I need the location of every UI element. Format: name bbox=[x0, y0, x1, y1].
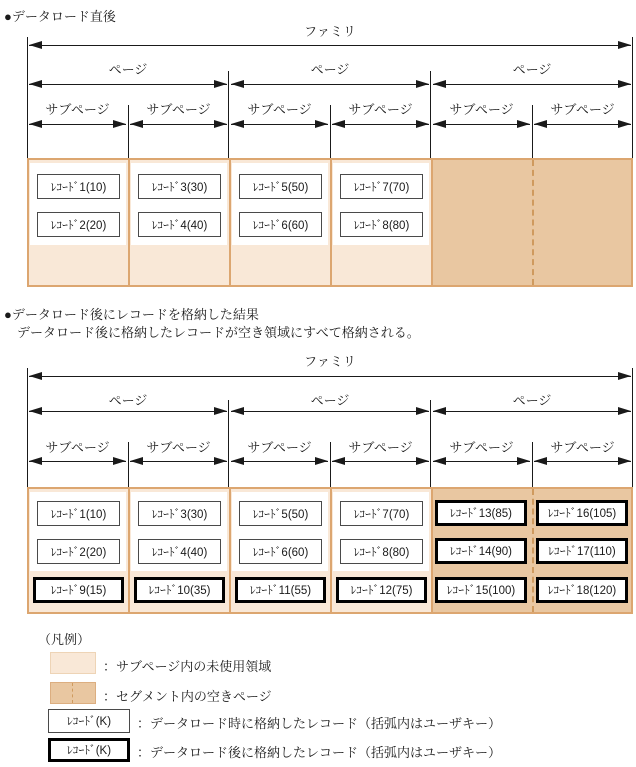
subpage-label: サブページ bbox=[45, 440, 110, 455]
diagram2-subtitle: データロード後に格納したレコードが空き領域にすべて格納される。 bbox=[17, 325, 420, 340]
subpage-arrow bbox=[433, 461, 530, 462]
subpage-separator bbox=[330, 442, 331, 487]
record-box-thick: ﾚｺｰﾄﾞ14(90) bbox=[435, 538, 527, 564]
record-box: ﾚｺｰﾄﾞ5(50) bbox=[239, 501, 322, 526]
page-label: ページ bbox=[512, 62, 552, 77]
legend-swatch-free-page bbox=[50, 682, 96, 704]
record-box-thick: ﾚｺｰﾄﾞ17(110) bbox=[536, 538, 628, 564]
family-end-bar-left bbox=[27, 368, 28, 487]
column-separator bbox=[229, 489, 231, 612]
legend-record-thick: ﾚｺｰﾄﾞ(K) bbox=[48, 738, 130, 762]
subpage-arrow bbox=[130, 461, 227, 462]
record-box: ﾚｺｰﾄﾞ2(20) bbox=[37, 212, 120, 237]
column-separator bbox=[229, 160, 231, 285]
page-label: ページ bbox=[310, 62, 350, 77]
page-arrow bbox=[29, 411, 227, 412]
subpage-label: サブページ bbox=[449, 102, 514, 117]
record-box: ﾚｺｰﾄﾞ6(60) bbox=[239, 212, 322, 237]
page-label: ページ bbox=[108, 393, 148, 408]
subpage-separator bbox=[128, 105, 129, 158]
record-box: ﾚｺｰﾄﾞ6(60) bbox=[239, 539, 322, 564]
record-box-thick: ﾚｺｰﾄﾞ13(85) bbox=[435, 500, 527, 526]
subpage-label: サブページ bbox=[247, 102, 312, 117]
page-arrow bbox=[433, 84, 631, 85]
legend-heading: （凡例） bbox=[38, 632, 91, 647]
record-box: ﾚｺｰﾄﾞ4(40) bbox=[138, 539, 221, 564]
page-label: ページ bbox=[310, 393, 350, 408]
subpage-label: サブページ bbox=[146, 440, 211, 455]
subpage-separator bbox=[330, 105, 331, 158]
column-separator bbox=[431, 489, 433, 612]
legend-swatch-unused bbox=[50, 652, 96, 674]
subpage-arrow bbox=[130, 124, 227, 125]
subpage-label: サブページ bbox=[146, 102, 211, 117]
subpage-arrow bbox=[231, 461, 328, 462]
record-box: ﾚｺｰﾄﾞ4(40) bbox=[138, 212, 221, 237]
column-separator-dashed bbox=[532, 160, 534, 285]
record-box-thick: ﾚｺｰﾄﾞ10(35) bbox=[134, 577, 225, 603]
record-box: ﾚｺｰﾄﾞ8(80) bbox=[340, 212, 423, 237]
record-box: ﾚｺｰﾄﾞ2(20) bbox=[37, 539, 120, 564]
subpage-arrow bbox=[29, 461, 126, 462]
subpage-arrow bbox=[332, 124, 429, 125]
page-label: ページ bbox=[108, 62, 148, 77]
page-arrow bbox=[231, 84, 429, 85]
subpage-arrow bbox=[332, 461, 429, 462]
subpage-separator bbox=[532, 442, 533, 487]
diagram1-title: ●データロード直後 bbox=[4, 9, 116, 24]
family-arrow bbox=[29, 376, 631, 377]
record-box: ﾚｺｰﾄﾞ3(30) bbox=[138, 174, 221, 199]
subpage-label: サブページ bbox=[550, 102, 615, 117]
subpage-label: サブページ bbox=[550, 440, 615, 455]
column-separator bbox=[330, 489, 332, 612]
subpage-separator bbox=[128, 442, 129, 487]
record-box: ﾚｺｰﾄﾞ3(30) bbox=[138, 501, 221, 526]
subpage-label: サブページ bbox=[348, 102, 413, 117]
family-end-bar-right bbox=[632, 368, 633, 487]
record-box-thick: ﾚｺｰﾄﾞ11(55) bbox=[235, 577, 326, 603]
column-separator bbox=[330, 160, 332, 285]
family-end-bar-right bbox=[632, 37, 633, 158]
family-arrow bbox=[29, 45, 631, 46]
column-separator bbox=[128, 489, 130, 612]
record-box: ﾚｺｰﾄﾞ1(10) bbox=[37, 501, 120, 526]
subpage-arrow bbox=[29, 124, 126, 125]
subpage-arrow bbox=[534, 461, 631, 462]
column-separator bbox=[128, 160, 130, 285]
record-box-thick: ﾚｺｰﾄﾞ15(100) bbox=[435, 577, 527, 603]
record-box-thick: ﾚｺｰﾄﾞ18(120) bbox=[536, 577, 628, 603]
record-box: ﾚｺｰﾄﾞ7(70) bbox=[340, 174, 423, 199]
legend-label-loaded: ：データロード時に格納したレコード（括弧内はユーザキー） bbox=[137, 716, 502, 731]
record-box: ﾚｺｰﾄﾞ5(50) bbox=[239, 174, 322, 199]
subpage-arrow bbox=[231, 124, 328, 125]
family-label: ファミリ bbox=[304, 354, 356, 369]
family-label: ファミリ bbox=[304, 24, 356, 39]
legend-label-unused: ：サブページ内の未使用領域 bbox=[103, 659, 272, 674]
page-arrow bbox=[433, 411, 631, 412]
page-arrow bbox=[29, 84, 227, 85]
segment-grid-1 bbox=[27, 158, 633, 287]
page-label: ページ bbox=[512, 393, 552, 408]
legend-label-free-page: ：セグメント内の空きページ bbox=[103, 689, 272, 704]
legend-record-thin: ﾚｺｰﾄﾞ(K) bbox=[48, 709, 130, 733]
column-separator bbox=[431, 160, 433, 285]
record-box-thick: ﾚｺｰﾄﾞ16(105) bbox=[536, 500, 628, 526]
free-page-area bbox=[431, 160, 631, 285]
record-box-thick: ﾚｺｰﾄﾞ9(15) bbox=[33, 577, 124, 603]
diagram2-title: ●データロード後にレコードを格納した結果 bbox=[4, 307, 259, 322]
subpage-arrow bbox=[534, 124, 631, 125]
subpage-label: サブページ bbox=[449, 440, 514, 455]
subpage-label: サブページ bbox=[45, 102, 110, 117]
record-box-thick: ﾚｺｰﾄﾞ12(75) bbox=[336, 577, 427, 603]
subpage-label: サブページ bbox=[247, 440, 312, 455]
record-box: ﾚｺｰﾄﾞ1(10) bbox=[37, 174, 120, 199]
subpage-label: サブページ bbox=[348, 440, 413, 455]
family-end-bar-left bbox=[27, 37, 28, 158]
subpage-arrow bbox=[433, 124, 530, 125]
subpage-separator bbox=[532, 105, 533, 158]
column-separator-dashed bbox=[532, 489, 534, 612]
segment-grid-2 bbox=[27, 487, 633, 614]
page-arrow bbox=[231, 411, 429, 412]
record-box: ﾚｺｰﾄﾞ8(80) bbox=[340, 539, 423, 564]
legend-label-after: ：データロード後に格納したレコード（括弧内はユーザキー） bbox=[137, 745, 502, 760]
record-box: ﾚｺｰﾄﾞ7(70) bbox=[340, 501, 423, 526]
